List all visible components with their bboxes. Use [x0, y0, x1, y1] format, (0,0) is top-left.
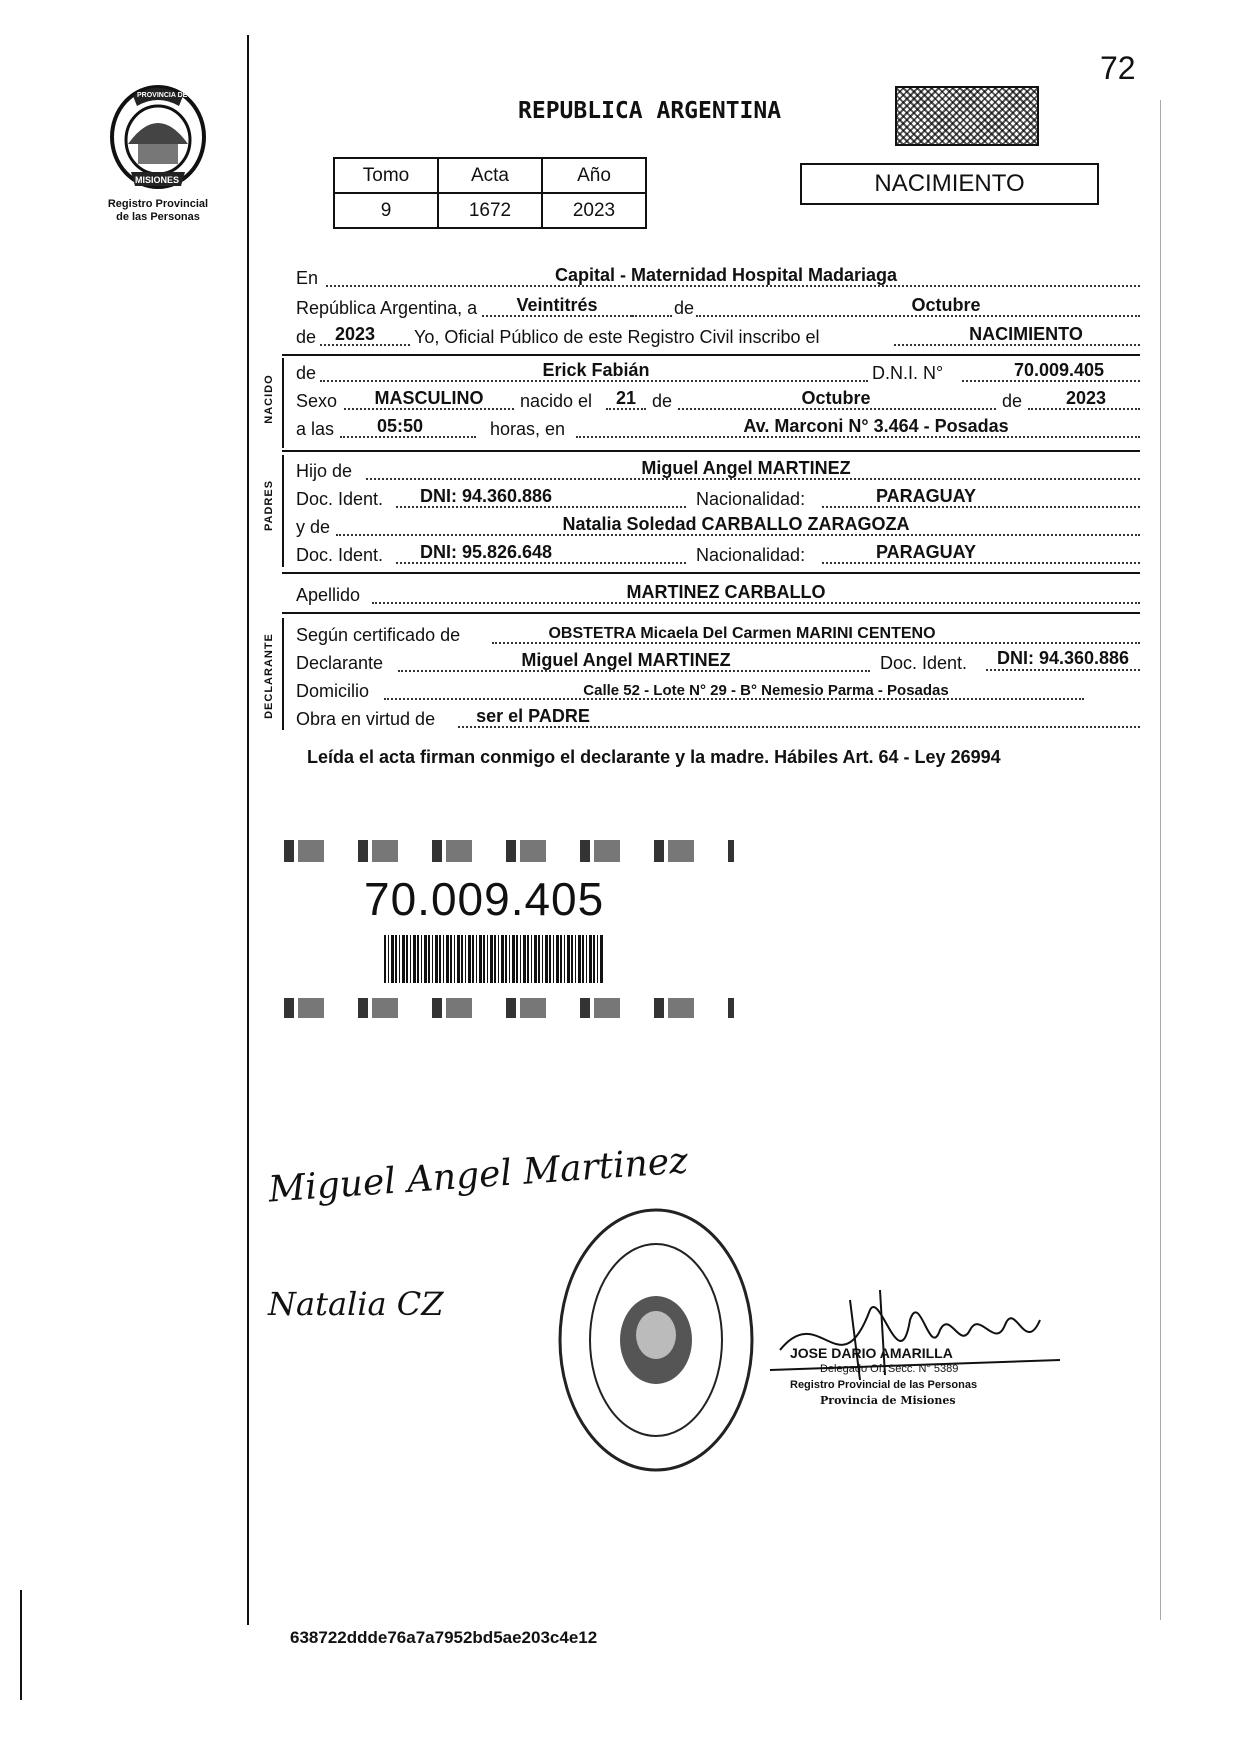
mother-name: Natalia Soledad CARBALLO ZARAGOZA [562, 514, 910, 534]
logo-caption-line2: de las Personas [116, 211, 200, 223]
month-value: Octubre [911, 295, 981, 315]
registry-value-acta: 1672 [438, 193, 542, 228]
page-number: 72 [1100, 50, 1136, 86]
row-time-place [296, 416, 1140, 442]
father-doc-label: Doc. Ident. [296, 489, 384, 509]
logo-top-text: PROVINCIA DE [137, 92, 188, 99]
registry-header-acta: Acta [438, 158, 542, 193]
yde-label: y de [296, 517, 331, 537]
seal-icon [556, 1205, 756, 1475]
a-las-label: a las [296, 419, 335, 439]
row-sex-birth [296, 388, 1140, 414]
birth-month: Octubre [801, 388, 871, 408]
document-hash: 638722ddde76a7a7952bd5ae203c4e12 [290, 1628, 598, 1647]
row-place [296, 265, 1140, 291]
horas-label: horas, en [490, 419, 566, 439]
margin-line [247, 35, 249, 1625]
row-date [296, 295, 1140, 321]
logo-caption [88, 198, 228, 224]
closing-text: Leída el acta firman conmigo el declarante y la madre. Hábiles Art. 64 - Ley 26994 [307, 747, 1001, 767]
registry-value-tomo: 9 [334, 193, 438, 228]
seal-inner-text [536, 1205, 537, 1206]
official-block [790, 1345, 1040, 1409]
declarant-doc-label: Doc. Ident. [880, 653, 968, 673]
logo-caption-line1: Registro Provincial [107, 198, 209, 210]
place-value: Capital - Maternidad Hospital Madariaga [554, 265, 898, 285]
birth-day: 21 [615, 388, 637, 408]
dotted-line [632, 315, 672, 317]
child-de-label: de [296, 363, 317, 383]
registry-header-anio: Año [542, 158, 646, 193]
mother-doc-label: Doc. Ident. [296, 545, 384, 565]
birth-year: 2023 [1065, 388, 1107, 408]
section-bracket [282, 358, 284, 448]
section-bracket [282, 455, 284, 567]
father-name: Miguel Angel MARTINEZ [641, 458, 851, 478]
row-child-name [296, 360, 1140, 386]
obra-label: Obra en virtud de [296, 709, 436, 729]
section-bracket [282, 618, 284, 730]
document-title: REPUBLICA ARGENTINA [518, 98, 782, 124]
child-dni: 70.009.405 [1013, 360, 1105, 380]
row-year [296, 324, 1140, 350]
barcode-icon [384, 935, 604, 983]
declarant-name: Miguel Angel MARTINEZ [521, 650, 731, 670]
birth-time: 05:50 [376, 416, 424, 436]
divider [282, 354, 1140, 356]
security-border-bottom [284, 998, 734, 1018]
father-nat-label: Nacionalidad: [696, 489, 806, 509]
mother-signature: Natalia CZ [268, 1285, 444, 1323]
apellido-label: Apellido [296, 585, 361, 605]
logo-bottom-text: MISIONES [135, 175, 180, 185]
declarant-label: Declarante [296, 653, 384, 673]
row-certificate [296, 622, 1140, 648]
right-margin-line [1160, 100, 1161, 1620]
father-doc: DNI: 94.360.886 [419, 486, 553, 506]
de-label: de [674, 298, 695, 318]
section-label-declarante: DECLARANTE [263, 633, 275, 719]
margin-line-bottom [20, 1590, 22, 1700]
inscribo-text: Yo, Oficial Público de este Registro Civil inscribo el [414, 327, 820, 347]
child-name: Erick Fabián [542, 360, 650, 380]
hijo-label: Hijo de [296, 461, 353, 481]
official-registry: Registro Provincial de las Personas [790, 1379, 978, 1391]
row-domicile [296, 678, 1140, 704]
official-province: Provincia de Misiones [820, 1394, 956, 1407]
registry-table [333, 157, 647, 229]
domicile-value: Calle 52 - Lote N° 29 - B° Nemesio Parma - Posadas [583, 682, 949, 699]
official-seal [556, 1205, 756, 1475]
dni-label: D.N.I. N° [872, 363, 944, 383]
barcode-stamp [284, 840, 734, 1020]
province-logo [103, 82, 213, 192]
republica-label: República Argentina, a [296, 298, 478, 318]
de-label-3: de [1002, 391, 1023, 411]
obra-value: ser el PADRE [476, 706, 590, 726]
domicile-label: Domicilio [296, 681, 370, 701]
en-label: En [296, 268, 319, 288]
mother-nationality: PARAGUAY [875, 542, 977, 562]
divider [282, 450, 1140, 452]
section-label-padres: PADRES [263, 479, 275, 531]
barcode-number: 70.009.405 [364, 873, 605, 925]
year-prefix-label: de [296, 327, 317, 347]
nacido-label: nacido el [520, 391, 593, 411]
inscribo-value: NACIMIENTO [969, 324, 1083, 344]
security-border-top [284, 840, 734, 862]
row-father [296, 458, 1140, 484]
row-declarant [296, 650, 1140, 676]
divider [282, 612, 1140, 614]
birth-address: Av. Marconi N° 3.464 - Posadas [743, 416, 1009, 436]
row-mother-doc [296, 542, 1140, 568]
year-value: 2023 [334, 324, 376, 344]
day-value: Veintitrés [516, 295, 598, 315]
registry-value-anio: 2023 [542, 193, 646, 228]
cert-label: Según certificado de [296, 625, 461, 645]
act-type-box: NACIMIENTO [800, 163, 1099, 205]
divider [282, 572, 1140, 574]
de-label-2: de [652, 391, 673, 411]
registry-header-tomo: Tomo [334, 158, 438, 193]
apellido-value: MARTINEZ CARBALLO [626, 582, 826, 602]
mother-nat-label: Nacionalidad: [696, 545, 806, 565]
official-name: JOSE DARIO AMARILLA [790, 1345, 953, 1361]
sexo-label: Sexo [296, 391, 338, 411]
cert-value: OBSTETRA Micaela Del Carmen MARINI CENTENO [548, 625, 936, 642]
mother-doc: DNI: 95.826.648 [419, 542, 553, 562]
declarant-doc: DNI: 94.360.886 [986, 648, 1140, 671]
security-pattern [895, 86, 1039, 146]
row-surname [296, 582, 1140, 608]
official-title: Delegado Of. Secc. N° 5389 [820, 1363, 959, 1375]
father-nationality: PARAGUAY [875, 486, 977, 506]
row-obra [296, 706, 1140, 732]
row-mother [296, 514, 1140, 540]
section-label-nacido: NACIDO [263, 374, 275, 424]
father-signature: Miguel Angel Martinez [267, 1140, 690, 1211]
row-father-doc [296, 486, 1140, 512]
sexo-value: MASCULINO [374, 388, 484, 408]
